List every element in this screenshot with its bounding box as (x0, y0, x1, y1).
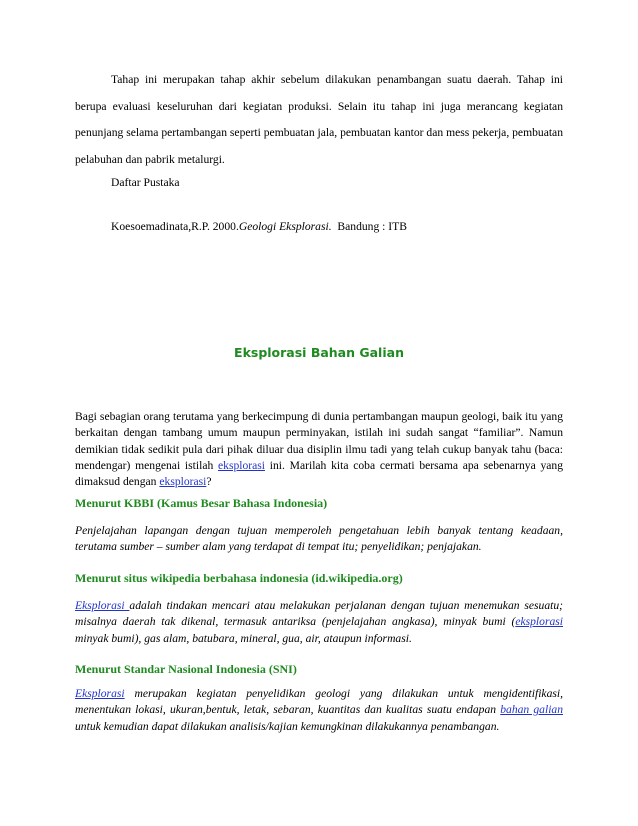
sni-text-b: untuk kemudian dapat dilakukan analisis/kajian kemungkinan dilakukannya penambangan. (75, 719, 500, 733)
wiki-definition (75, 598, 563, 647)
wiki-text-a: adalah tindakan mencari atau melakukan perjalanan dengan tujuan menemukan sesuatu; misalnya daerah tak dikenal, termasuk antariksa (penjelajahan angkasa), minyak bumi ( (75, 599, 564, 629)
kbbi-heading: Menurut KBBI (Kamus Besar Bahasa Indonesia) (75, 496, 328, 510)
reference-entry (111, 220, 407, 233)
wiki-text-b: minyak bumi), gas alam, batubara, mineral, gua, air, ataupun informasi. (75, 631, 412, 645)
section-title: Eksplorasi Bahan Galian (234, 345, 404, 360)
kbbi-definition: Penjelajahan lapangan dengan tujuan memperoleh pengetahuan lebih banyak tentang keadaan, terutama sumber – sumber alam yang terdapat di tempat itu; penyelidikan; penjajakan. (75, 524, 563, 554)
reference-author: Koesoemadinata,R.P. 2000. (111, 220, 239, 233)
daftar-pustaka-title: Daftar Pustaka (111, 176, 180, 189)
wiki-heading: Menurut situs wikipedia berbahasa indonesia (id.wikipedia.org) (75, 571, 403, 585)
eksplorasi-link[interactable]: eksplorasi (218, 458, 266, 472)
reference-publisher: Bandung : ITB (331, 220, 407, 233)
sni-definition (75, 686, 563, 735)
reference-title: Geologi Eksplorasi. (238, 220, 332, 233)
eksplorasi-link[interactable]: eksplorasi (159, 475, 207, 489)
eksplorasi-link[interactable]: Eksplorasi (75, 687, 125, 700)
eksplorasi-link[interactable]: eksplorasi (515, 615, 563, 629)
intro-text-a: Bagi sebagian orang terutama yang berkecimpung di dunia pertambangan maupun geologi, baik itu yang berkaitan dengan tambang umum maupun perminyakan, istilah ini sudah sangat “familiar”. Namun demikian tidak sedikit pula dari pihak diluar dua disiplin ilmu tadi yang telah cukup banyak tahu (baca: mendengar) mengenai istilah (75, 410, 563, 472)
sni-heading: Menurut Standar Nasional Indonesia (SNI) (75, 662, 297, 676)
intro-paragraph (75, 409, 563, 490)
bahan-galian-link[interactable]: bahan galian (500, 703, 564, 717)
intro-text-b: ini. Marilah kita coba cermati bersama apa sebenarnya yang dimaksud dengan (75, 458, 563, 489)
eksplorasi-link[interactable]: Eksplorasi (75, 599, 130, 612)
paragraph-tahap: Tahap ini merupakan tahap akhir sebelum dilakukan penambangan suatu daerah. Tahap ini berupa evaluasi keseluruhan dari kegiatan produksi. Selain itu tahap ini juga merancang kegiatan penunjang selama pertambangan seperti pembuatan jala, pembuatan kantor dan mess pekerja, pembuatan pelabuhan dan pabrik metalurgi. (75, 73, 563, 166)
intro-text-c: ? (206, 475, 212, 489)
sni-text-a: merupakan kegiatan penyelidikan geologi yang dilakukan untuk mengidentifikasi, menentukan lokasi, ukuran,bentuk, letak, sebaran, kuantitas dan kualitas suatu endapan (75, 687, 563, 717)
